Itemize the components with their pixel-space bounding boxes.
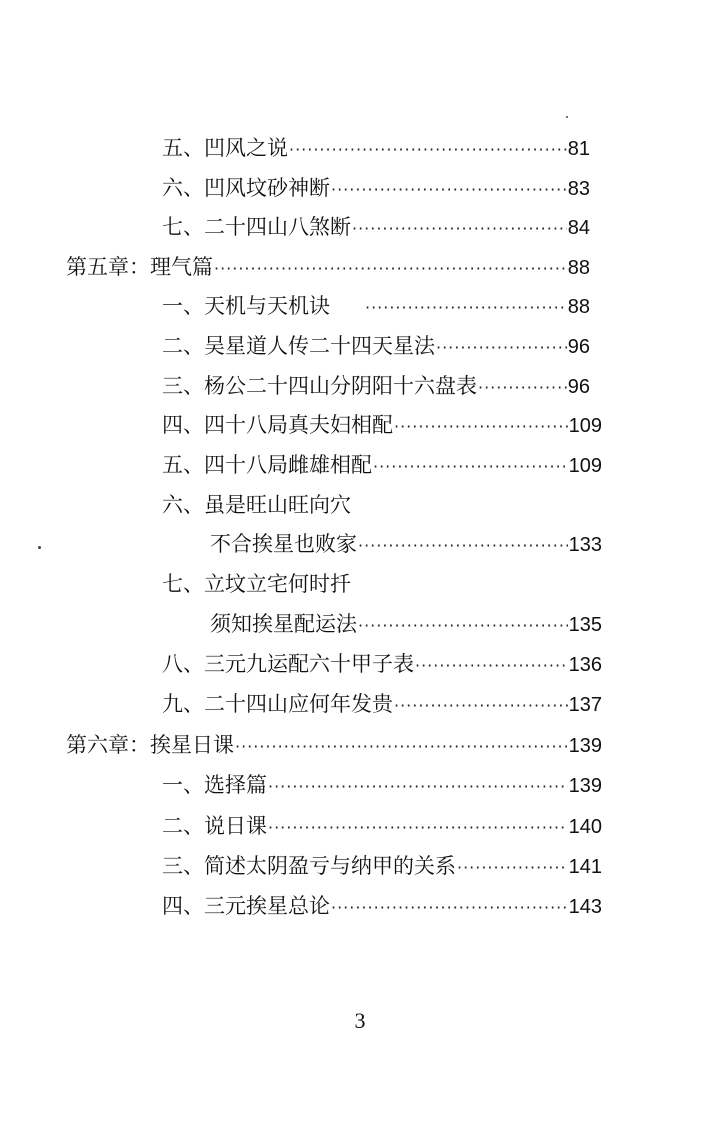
toc-entry-title: 九、二十四山应何年发贵 (162, 692, 393, 716)
toc-entry (162, 445, 602, 485)
toc-entry (162, 326, 590, 366)
toc-entry-page: 96 (567, 376, 590, 398)
toc-entry (162, 765, 602, 805)
toc-entry-title: 六、凹风坟砂神断 (162, 176, 330, 200)
toc-leader-dots (331, 888, 568, 928)
toc-leader-dots (235, 727, 568, 767)
toc-entry (162, 405, 602, 445)
toc-entry (162, 644, 602, 684)
toc-entry (162, 366, 590, 406)
toc-entry-title: 一、选择篇 (162, 773, 267, 797)
toc-entry-page: 83 (567, 178, 590, 200)
toc-entry-page: 88 (567, 296, 590, 318)
toc-entry-page: 135 (568, 614, 602, 636)
toc-leader-dots (394, 407, 568, 447)
toc-leader-dots (415, 646, 568, 686)
toc-leader-dots (289, 130, 567, 170)
toc-entry-page: 143 (568, 896, 602, 918)
toc-entry-title: 二、吴星道人传二十四天星法 (162, 334, 435, 358)
toc-entry (162, 846, 602, 886)
toc-leader-dots (478, 368, 567, 408)
toc-entry-title: 四、四十八局真夫妇相配 (162, 413, 393, 437)
toc-entry-page: 109 (568, 415, 602, 437)
toc-entry-page: 109 (568, 455, 602, 477)
toc-entry-title: 五、凹风之说 (162, 136, 288, 160)
toc-entry-page: 96 (567, 336, 590, 358)
toc-leader-dots (358, 526, 568, 566)
toc-entry-title: 五、四十八局雌雄相配 (162, 453, 372, 477)
toc-entry-page: 139 (568, 775, 602, 797)
toc-leader-dots (358, 606, 568, 646)
toc-leader-dots (214, 249, 567, 289)
toc-entry-page: 137 (568, 694, 602, 716)
toc-chapter-entry (66, 725, 602, 765)
toc-entry-continuation (210, 604, 602, 644)
scan-speck (566, 116, 568, 118)
toc-entry (162, 564, 602, 604)
toc-entry-title: 七、二十四山八煞断 (162, 215, 351, 239)
toc-entry-page: 139 (568, 735, 602, 757)
toc-leader-dots (352, 209, 567, 249)
toc-leader-dots (365, 288, 567, 328)
toc-entry-title: 一、天机与天机诀 (162, 294, 351, 318)
toc-leader-dots (268, 767, 568, 807)
toc-entry-title: 须知挨星配运法 (210, 612, 357, 636)
toc-entry-page: 81 (567, 138, 590, 160)
toc-entry (162, 207, 590, 247)
toc-entry-page: 84 (567, 217, 590, 239)
toc-entry-title: 四、三元挨星总论 (162, 894, 330, 918)
toc-entry-page: 133 (568, 534, 602, 556)
toc-entry-page: 88 (567, 257, 590, 279)
toc-entry-page: 136 (568, 654, 602, 676)
toc-chapter-title: 第六章：挨星日课 (66, 733, 234, 757)
toc-entry-title: 八、三元九运配六十甲子表 (162, 652, 414, 676)
toc-leader-dots (331, 170, 567, 210)
toc-entry-title: 二、说日课 (162, 814, 267, 838)
toc-entry (162, 168, 590, 208)
toc-entry (162, 684, 602, 724)
toc-chapter-entry (66, 247, 590, 287)
toc-leader-dots (457, 848, 568, 888)
toc-entry (162, 806, 602, 846)
toc-leader-dots (394, 686, 568, 726)
toc-entry-title: 六、虽是旺山旺向穴 (162, 493, 351, 517)
toc-entry-continuation (210, 524, 602, 564)
toc-entry (162, 886, 602, 926)
toc-entry-page: 140 (568, 816, 602, 838)
toc-entry-title: 三、简述太阴盈亏与纳甲的关系 (162, 854, 456, 878)
toc-entry-title: 不合挨星也败家 (210, 532, 357, 556)
toc-entry-page: 141 (568, 856, 602, 878)
toc-entry (162, 128, 590, 168)
toc-leader-dots (373, 447, 568, 487)
page-number: 3 (354, 1008, 366, 1033)
toc-entry-title: 七、立坟立宅何时扦 (162, 572, 351, 596)
toc-entry-title: 三、杨公二十四山分阴阳十六盘表 (162, 374, 477, 398)
scan-speck (38, 546, 41, 549)
toc-entry (162, 485, 602, 525)
toc-entry (162, 286, 590, 326)
toc-chapter-title: 第五章：理气篇 (66, 255, 213, 279)
toc-leader-dots (268, 808, 568, 848)
toc-leader-dots (436, 328, 567, 368)
